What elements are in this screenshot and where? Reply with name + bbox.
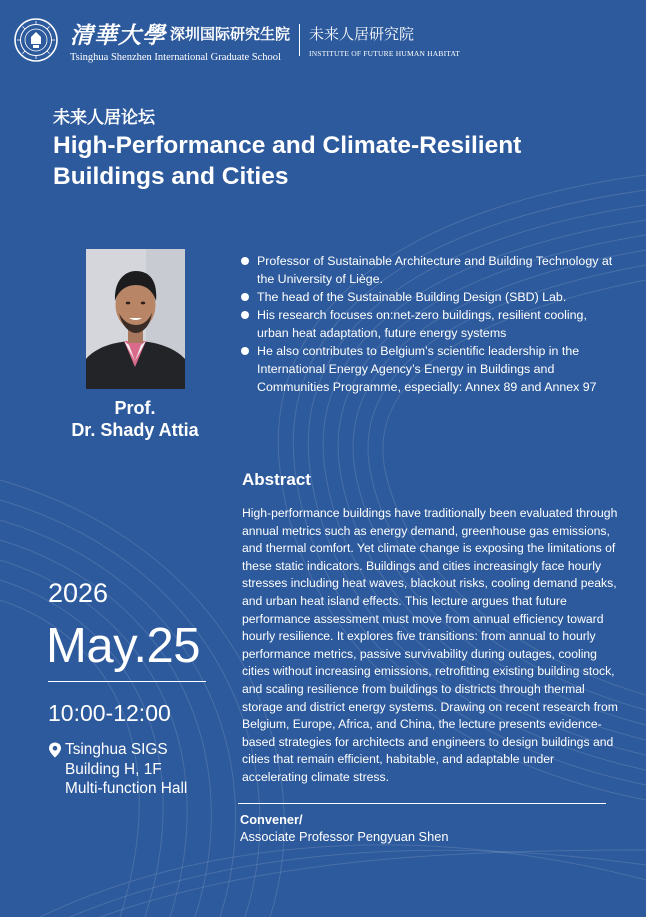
bullet-icon [241,293,249,301]
convener-name: Associate Professor Pengyuan Shen [240,829,449,844]
event-time: 10:00-12:00 [48,700,171,726]
speaker-photo [86,249,185,389]
bullet-icon [241,257,249,265]
bio-item [241,306,621,342]
bio-item [241,288,621,306]
school-brand [70,17,290,63]
venue-line: Multi-function Hall [65,780,188,797]
speaker-name [40,397,230,441]
speaker-name-line: Dr. Shady Attia [71,420,199,440]
school-calligraphy: 清華大學 [70,22,166,49]
event-date: May.25 [46,619,201,673]
bio-text: His research focuses on:net-zero buildings, resilient cooling, urban heat adaptation, future energy systems [257,308,587,340]
school-name-cn: 深圳国际研究生院 [170,25,291,43]
speaker-bio [241,252,621,396]
bio-text: The head of the Sustainable Building Design (SBD) Lab. [257,290,567,304]
venue-line: Tsinghua SIGS [65,741,168,758]
bio-item [241,252,621,288]
bullet-icon [241,311,249,319]
institute-name-en: INSTITUTE OF FUTURE HUMAN HABITAT [309,48,461,58]
bullet-icon [241,347,249,355]
lecture-title [53,130,613,192]
forum-name: 未来人居论坛 [53,108,155,128]
institute-brand [309,23,460,58]
title-line: Buildings and Cities [53,163,289,190]
venue-line: Building H, 1F [65,760,162,778]
header-divider [299,24,300,56]
school-name-en: Tsinghua Shenzhen International Graduate School [70,52,281,63]
abstract-heading: Abstract [242,470,311,489]
bio-item [241,342,621,396]
bio-text: He also contributes to Belgium’s scientific leadership in the International Energy Agency’s Energy in Buildings and Communities Programme, especially: Annex 89 and Annex 97 [257,344,597,394]
title-line: High-Performance and Climate-Resilient [53,132,522,159]
convener-divider [238,803,606,804]
convener-label: Convener/ [240,812,303,827]
event-year: 2026 [48,578,109,608]
institute-name-cn: 未来人居研究院 [309,24,415,43]
header [14,16,460,64]
speaker-portrait [86,249,185,389]
date-divider [48,681,206,682]
tsinghua-seal-icon [14,18,58,62]
bio-text: Professor of Sustainable Architecture and Building Technology at the University of Liège. [257,254,613,286]
location-pin-icon [48,742,62,758]
abstract-body: High-performance buildings have traditionally been evaluated through annual metrics such as energy demand, greenhouse gas emissions, and thermal comfort. Yet climate change is exposing the limitations of these static indicators. Buildings and cities increasingly face hourly stresses including heat waves, blackout risks, cooling demand peaks, and urban heat island effects. This lecture argues that future performance assessment must move from annual efficiency toward hourly resilience. It explores five transitions: from annual to hourly performance metrics, passive survivability during outages, cooling cities without increasing emissions, retrofitting existing building stock, and scaling resilience from buildings to districts through thermal storage and district energy systems. Drawing on recent research from Belgium, Europe, Africa, and China, the lecture presents evidence-based strategies for architects and engineers to design buildings and cities that remain efficient, habitable, and adaptable under accelerating climate stress. [242,506,618,784]
speaker-name-line: Prof. [114,398,156,418]
event-venue [48,740,187,799]
